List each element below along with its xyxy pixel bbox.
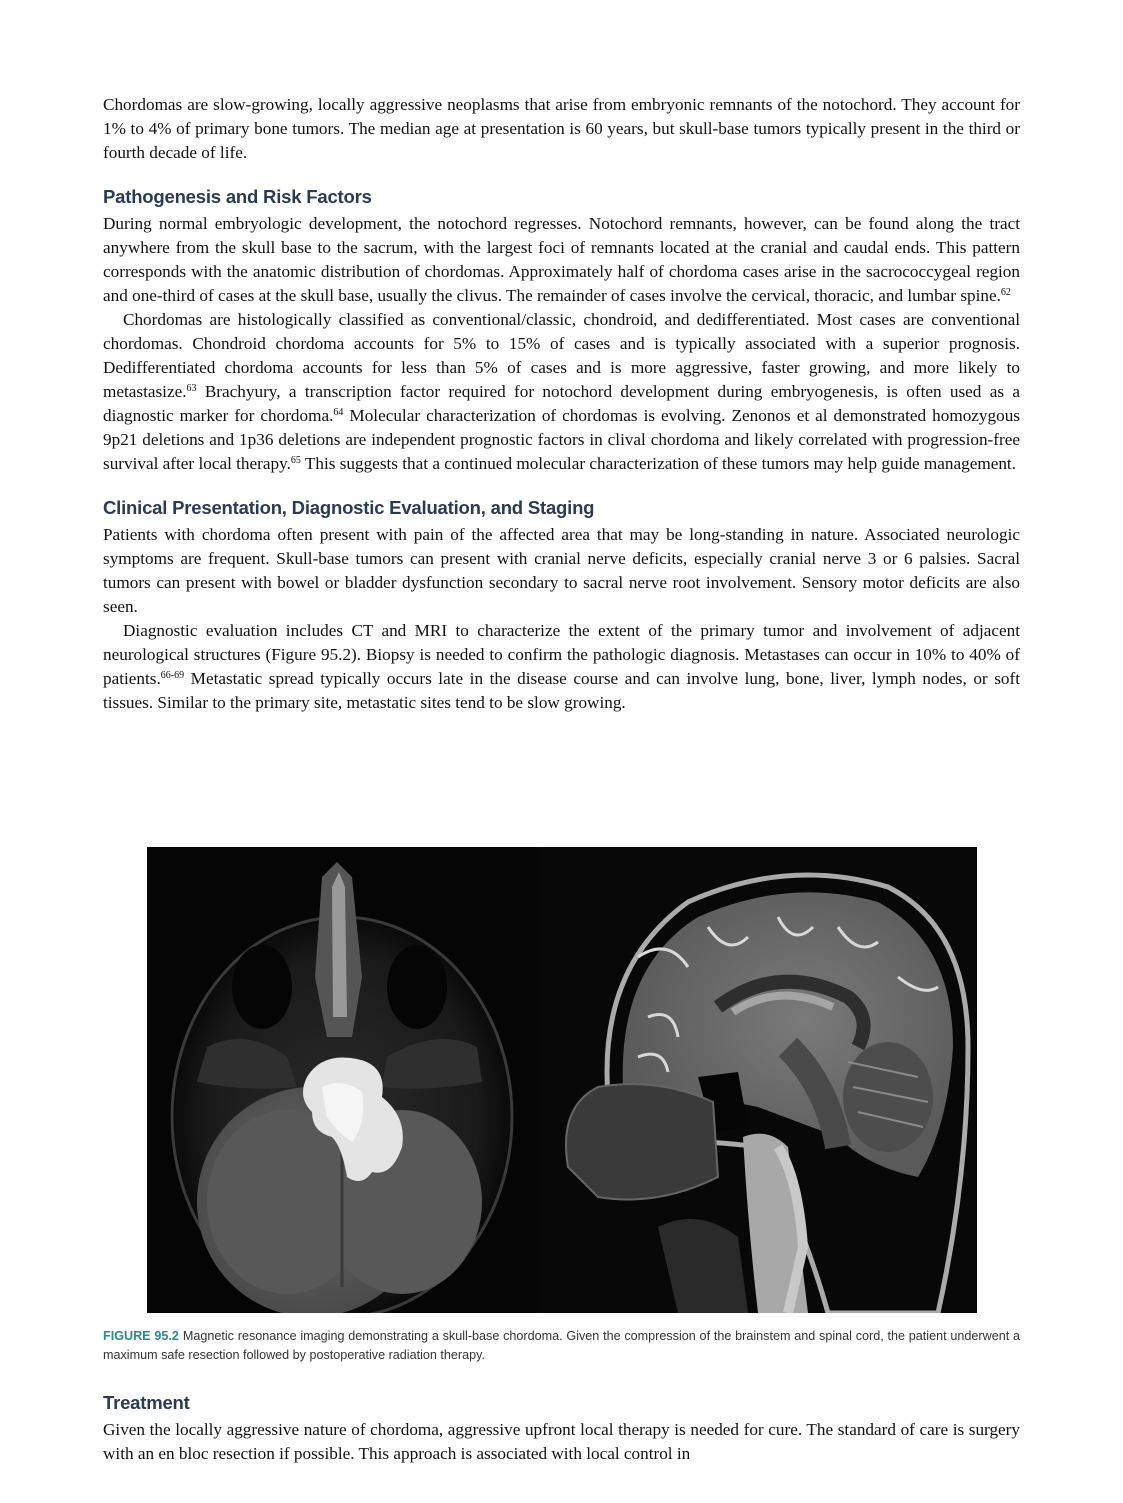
figure-caption-text: Magnetic resonance imaging demonstrating a skull-base chordoma. Given the compression of the brainstem and spinal cord, the patient underwent a maximum safe resection followed by postoperative radiation therapy. <box>103 1329 1020 1362</box>
reference-62[interactable]: 62 <box>1000 287 1011 298</box>
text-span: Chordomas are histologically classified as conventional/classic, chondroid, and dedifferentiated. Most cases are conventional chordomas. Chondroid chordoma accounts for 5% to 15% of cases and is typically associated with a superior prognosis. Dedifferentiated chordoma accounts for less than 5% of cases and is more aggressive, faster growing, and more likely to metastasize. <box>103 310 1020 401</box>
figure-95-2 <box>147 847 977 1313</box>
heading-treatment: Treatment <box>103 1392 190 1413</box>
intro-paragraph: Chordomas are slow-growing, locally aggressive neoplasms that arise from embryonic remnants of the notochord. They account for 1% to 4% of primary bone tumors. The median age at presentation is 60 years, but skull-base tumors typically present in the third or fourth decade of life. <box>103 95 1020 162</box>
reference-66-69[interactable]: 66-69 <box>160 670 185 681</box>
reference-65[interactable]: 65 <box>290 455 301 466</box>
page-body <box>103 93 1020 715</box>
figure-label: FIGURE 95.2 <box>103 1329 179 1343</box>
text-span: Brachyury, a transcription factor required for notochord development during embryogenesis, is often used as a diagnostic marker for chordoma. <box>103 382 1020 425</box>
reference-63[interactable]: 63 <box>186 383 197 394</box>
text-span: This suggests that a continued molecular characterization of these tumors may help guide management. <box>300 454 1017 473</box>
text-span: During normal embryologic development, the notochord regresses. Notochord remnants, however, can be found along the tract anywhere from the skull base to the sacrum, with the largest foci of remnants located at the cranial and caudal ends. This pattern corresponds with the anatomic distribution of chordomas. Approximately half of chordoma cases arise in the sacrococcygeal region and one-third of cases at the skull base, usually the clivus. The remainder of cases involve the cervical, thoracic, and lumbar spine. <box>103 214 1020 305</box>
treatment-section <box>103 1392 1020 1466</box>
pathogenesis-paragraph-1 <box>103 212 1020 308</box>
heading-pathogenesis: Pathogenesis and Risk Factors <box>103 186 372 207</box>
text-span: Molecular characterization of chordomas is evolving. Zenonos et al demonstrated homozygous 9p21 deletions and 1p36 deletions are independent prognostic factors in clival chordoma and likely correlated with progression-free survival after local therapy. <box>103 406 1020 473</box>
treatment-paragraph-1: Given the locally aggressive nature of chordoma, aggressive upfront local therapy is needed for cure. The standard of care is surgery with an en bloc resection if possible. This approach is associated with local control in <box>103 1420 1020 1463</box>
clinical-paragraph-2 <box>103 619 1020 715</box>
axial-mri-image <box>147 847 538 1313</box>
reference-64[interactable]: 64 <box>333 407 344 418</box>
heading-clinical: Clinical Presentation, Diagnostic Evaluation, and Staging <box>103 497 595 518</box>
text-span: Diagnostic evaluation includes CT and MRI to characterize the extent of the primary tumor and involvement of adjacent neurological structures (Figure 95.2). Biopsy is needed to confirm the pathologic diagnosis. Metastases can occur in 10% to 40% of patients. <box>103 621 1020 688</box>
axial-mri-illustration <box>147 847 538 1313</box>
sagittal-mri-illustration <box>538 847 977 1313</box>
text-span: Metastatic spread typically occurs late in the disease course and can involve lung, bone, liver, lymph nodes, or soft tissues. Similar to the primary site, metastatic sites tend to be slow growing. <box>103 669 1020 712</box>
figure-caption <box>103 1327 1020 1365</box>
sagittal-mri-image <box>538 847 977 1313</box>
clinical-paragraph-1: Patients with chordoma often present with pain of the affected area that may be long-standing in nature. Associated neurologic symptoms are frequent. Skull-base tumors can present with cranial nerve deficits, especially cranial nerve 3 or 6 palsies. Sacral tumors can present with bowel or bladder dysfunction secondary to sacral nerve root involvement. Sensory motor deficits are also seen. <box>103 525 1020 616</box>
pathogenesis-paragraph-2 <box>103 308 1020 476</box>
